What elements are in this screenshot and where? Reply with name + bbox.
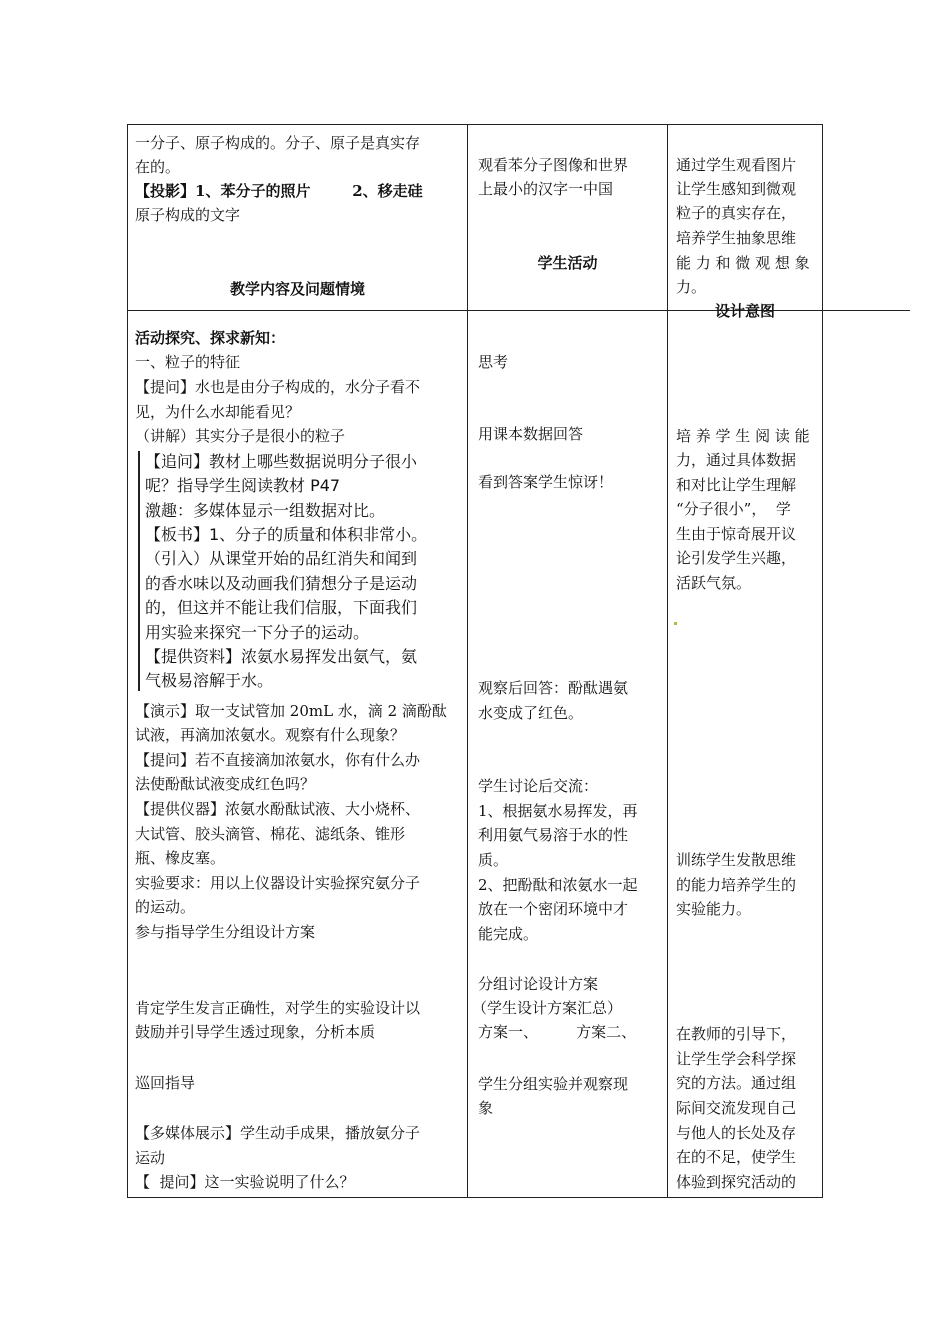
main-col1-scan-2: 呢？指导学生阅读教材 P47 xyxy=(145,476,341,495)
table-divider-col1 xyxy=(467,124,468,1198)
main-col3-reading-7: 活跃气氛。 xyxy=(676,574,752,592)
main-col3-guide-2: 让学生学会科学探 xyxy=(676,1050,797,1068)
main-col1-intro-3: 【提问】水也是由分子构成的，水分子看不 xyxy=(135,378,421,396)
main-col3-reading-3: 和对比让学生理解 xyxy=(676,476,797,494)
main-col2-discuss-3: 利用氨气易溶于水的性 xyxy=(478,826,629,844)
main-col3-guide-4: 际间交流发现自己 xyxy=(676,1099,797,1117)
header-design-intent: 设计意图 xyxy=(714,302,775,320)
main-col2-discuss-4: 质。 xyxy=(478,851,509,869)
main-col2-discuss-5: 2、把酚酞和浓氨水一起 xyxy=(478,876,638,894)
main-col1-end-3: 【 提问】这一实验说明了什么？ xyxy=(135,1173,355,1191)
main-col3-reading-4: “分子很小”， 学 xyxy=(676,500,791,518)
main-col1-intro-5: （讲解）其实分子是很小的粒子 xyxy=(135,427,346,445)
main-col2-surprise: 看到答案学生惊讶！ xyxy=(478,473,614,491)
main-col1-scan-3: 激趣：多媒体显示一组数据对比。 xyxy=(145,501,386,520)
main-col3-thinking-3: 实验能力。 xyxy=(676,900,752,918)
main-col1-rest-1: 【演示】取一支试管加 20mL 水，滴 2 滴酚酞 xyxy=(135,702,447,720)
main-col2-think: 思考 xyxy=(478,353,509,371)
main-col1-intro-4: 见，为什么水却能看见？ xyxy=(135,403,301,421)
main-col1-affirm-2: 鼓励并引导学生透过现象，分析本质 xyxy=(135,1023,376,1041)
top-col1-line-1: 一分子、原子构成的。分子、原子是真实存 xyxy=(135,134,421,152)
main-col1-scan-5: （引入）从课堂开始的品红消失和闻到 xyxy=(145,549,418,568)
main-col2-experiment-1: 学生分组实验并观察现 xyxy=(478,1075,629,1093)
main-col3-guide-7: 体验到探究活动的 xyxy=(676,1173,797,1191)
main-col1-scan-7: 的，但这并不能让我们信服，下面我们 xyxy=(145,598,418,617)
main-col3-guide-5: 与他人的长处及存 xyxy=(676,1124,797,1142)
main-col3-guide-3: 究的方法。通过组 xyxy=(676,1074,797,1092)
main-col2-discuss-7: 能完成。 xyxy=(478,925,539,943)
main-col1-end-2: 运动 xyxy=(135,1149,166,1167)
main-col1-scan-10: 气极易溶解于水。 xyxy=(145,671,274,690)
scanned-block-rule xyxy=(138,451,140,691)
top-col1-line-2: 在的。 xyxy=(135,158,181,176)
main-col1-scan-6: 的香水味以及动画我们猜想分子是运动 xyxy=(145,574,418,593)
main-col1-rest-7: 瓶、橡皮塞。 xyxy=(135,849,226,867)
main-col1-rest-8: 实验要求：用以上仪器设计实验探究氨分子 xyxy=(135,874,421,892)
main-col1-rest-2: 试液，再滴加浓氨水。观察有什么现象？ xyxy=(135,726,406,744)
header-student-activity: 学生活动 xyxy=(537,254,598,272)
table-border-bottom xyxy=(127,1197,823,1198)
main-col2-design-3: 方案一、 方案二、 xyxy=(478,1023,637,1041)
top-col3-line-5: 能 力 和 微 观 想 象 xyxy=(676,254,810,272)
main-col1-rest-10: 参与指导学生分组设计方案 xyxy=(135,923,316,941)
main-col1-end-1: 【多媒体展示】学生动手成果，播放氨分子 xyxy=(135,1124,421,1142)
main-col2-design-1: 分组讨论设计方案 xyxy=(478,975,599,993)
main-col3-reading-5: 生由于惊奇展开议 xyxy=(676,525,797,543)
stray-mark xyxy=(674,622,677,625)
top-col2-line-1: 观看苯分子图像和世界 xyxy=(478,156,629,174)
main-col3-guide-6: 在的不足，使学生 xyxy=(676,1148,797,1166)
main-col2-answer: 用课本数据回答 xyxy=(478,425,584,443)
table-border-top xyxy=(127,124,823,125)
main-col3-thinking-2: 的能力培养学生的 xyxy=(676,876,797,894)
top-col3-line-1: 通过学生观看图片 xyxy=(676,156,797,174)
main-col2-observe-1: 观察后回答：酚酞遇氨 xyxy=(478,679,629,697)
table-divider-col2 xyxy=(667,124,668,1198)
main-col1-rest-3: 【提问】若不直接滴加浓氨水，你有什么办 xyxy=(135,751,421,769)
main-col1-scan-1: 【追问】教材上哪些数据说明分子很小 xyxy=(145,452,418,471)
main-col1-rest-5: 【提供仪器】浓氨水酚酞试液、大小烧杯、 xyxy=(135,800,421,818)
main-col2-experiment-2: 象 xyxy=(478,1099,494,1117)
main-col2-discuss-1: 学生讨论后交流： xyxy=(478,777,599,795)
main-col1-rest-6: 大试管、胶头滴管、棉花、滤纸条、锥形 xyxy=(135,825,406,843)
table-border-right xyxy=(822,124,823,1198)
top-col3-line-2: 让学生感知到微观 xyxy=(676,180,797,198)
main-col1-scan-4: 【板书】1、分子的质量和体积非常小。 xyxy=(145,525,428,544)
top-col1-line-4: 原子构成的文字 xyxy=(135,206,241,224)
main-col2-design-2: （学生设计方案汇总） xyxy=(472,999,623,1017)
main-col1-rest-4: 法使酚酞试液变成红色吗？ xyxy=(135,775,316,793)
top-col3-line-6: 力。 xyxy=(676,278,707,296)
main-col3-thinking-1: 训练学生发散思维 xyxy=(676,851,797,869)
main-col3-reading-1: 培 养 学 生 阅 读 能 xyxy=(676,427,810,445)
header-teaching-content: 教学内容及问题情境 xyxy=(229,280,365,298)
main-col1-intro-1: 活动探究、探求新知： xyxy=(135,329,286,347)
main-col3-reading-6: 论引发学生兴趣， xyxy=(676,549,797,567)
top-col1-line-3: 【投影】1、苯分子的照片 2、移走硅 xyxy=(135,182,423,200)
main-col2-discuss-2: 1、根据氨水易挥发，再 xyxy=(478,802,638,820)
main-col1-patrol: 巡回指导 xyxy=(135,1074,196,1092)
main-col2-observe-2: 水变成了红色。 xyxy=(478,704,584,722)
top-col3-line-3: 粒子的真实存在， xyxy=(676,204,797,222)
top-col3-line-4: 培养学生抽象思维 xyxy=(676,229,797,247)
main-col1-affirm-1: 肯定学生发言正确性，对学生的实验设计以 xyxy=(135,999,421,1017)
main-col2-discuss-6: 放在一个密闭环境中才 xyxy=(478,900,629,918)
main-col1-scan-9: 【提供资料】浓氨水易挥发出氨气，氨 xyxy=(145,647,418,666)
main-col1-intro-2: 一、粒子的特征 xyxy=(135,353,241,371)
main-col1-rest-9: 的运动。 xyxy=(135,898,196,916)
main-col3-reading-2: 力，通过具体数据 xyxy=(676,451,797,469)
top-col2-line-2: 上最小的汉字一中国 xyxy=(478,180,614,198)
main-col1-scan-8: 用实验来探究一下分子的运动。 xyxy=(145,623,370,642)
main-col3-guide-1: 在教师的引导下， xyxy=(676,1025,797,1043)
